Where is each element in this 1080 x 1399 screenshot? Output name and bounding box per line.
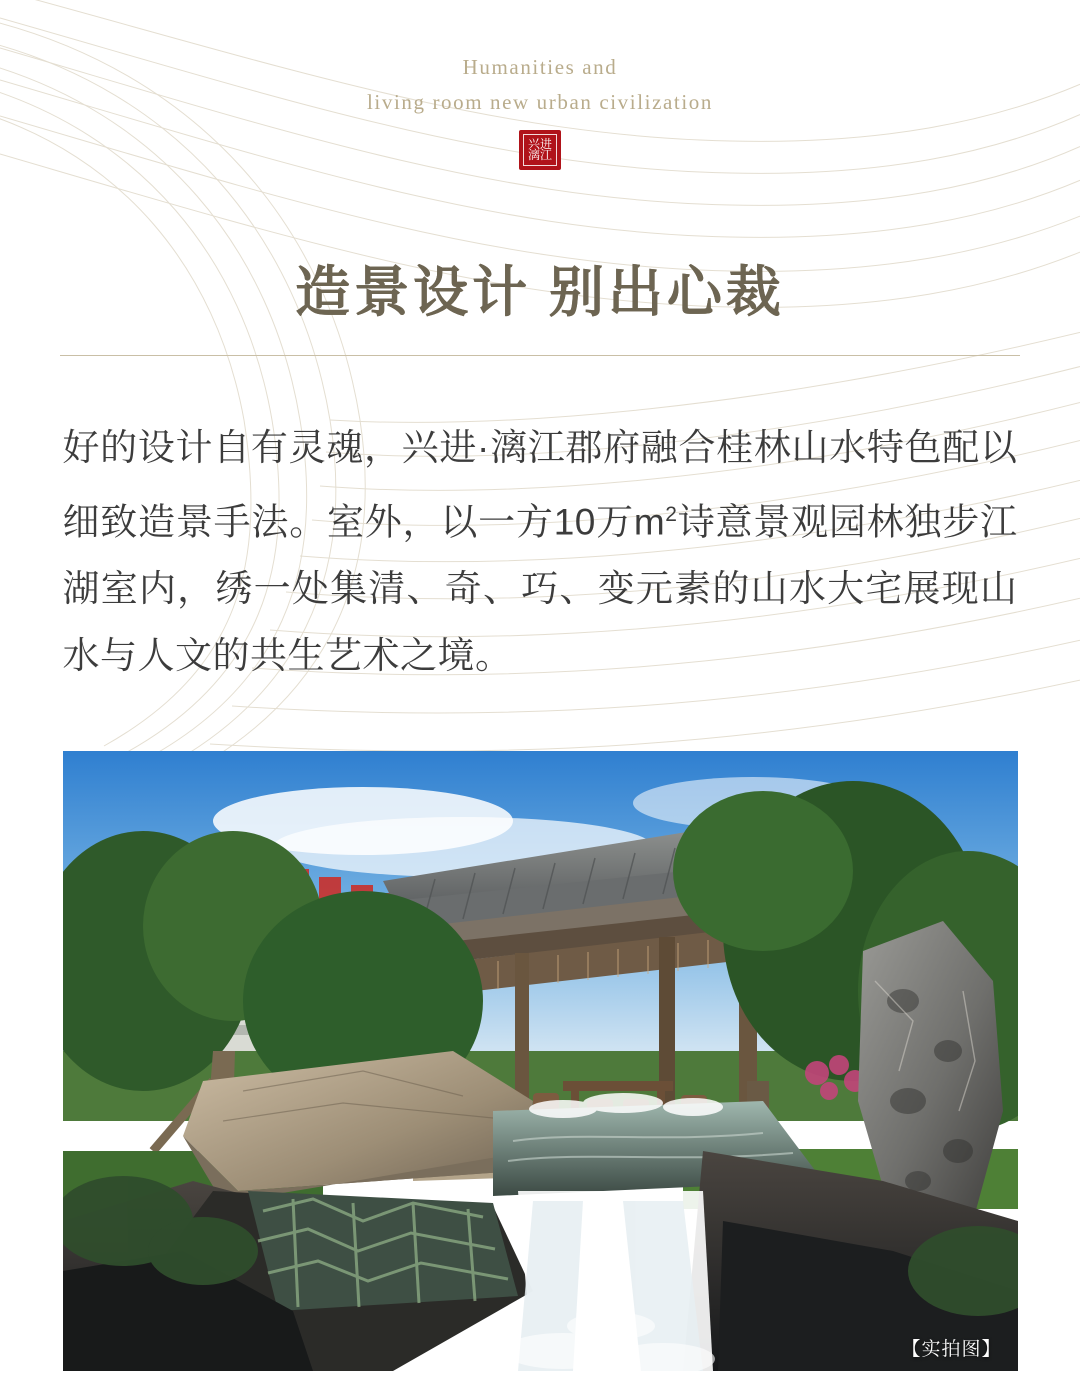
photo-caption: 【实拍图】 [901, 1339, 1002, 1361]
page-title: 造景设计 别出心裁 [295, 248, 785, 327]
title-block [0, 248, 1080, 356]
body-paragraph-superscript: 2 [665, 503, 678, 526]
header [0, 0, 1080, 170]
garden-pavilion-photo [63, 751, 1018, 1371]
seal-glyph: 兴进 漓江 [527, 137, 552, 162]
body-paragraph [63, 414, 1018, 689]
header-english-line-1: Humanities and [462, 55, 618, 79]
seal-stamp-icon [519, 130, 561, 170]
body-paragraph-part-1: 好的设计自有灵魂，兴进·漓江郡府融合桂林山水特色配以细致造景手法。室外，以一方10万m [62, 427, 1018, 543]
body-paragraph-part-2: 诗意景观园林独步江湖室内，绣一处集清、奇、巧、变元素的山水大宅展现山水与人文的共生艺术之境。 [62, 501, 1018, 677]
title-divider [60, 355, 1020, 356]
header-english-line-2: living room new urban civilization [366, 90, 713, 114]
photo-figure [63, 751, 1018, 1371]
